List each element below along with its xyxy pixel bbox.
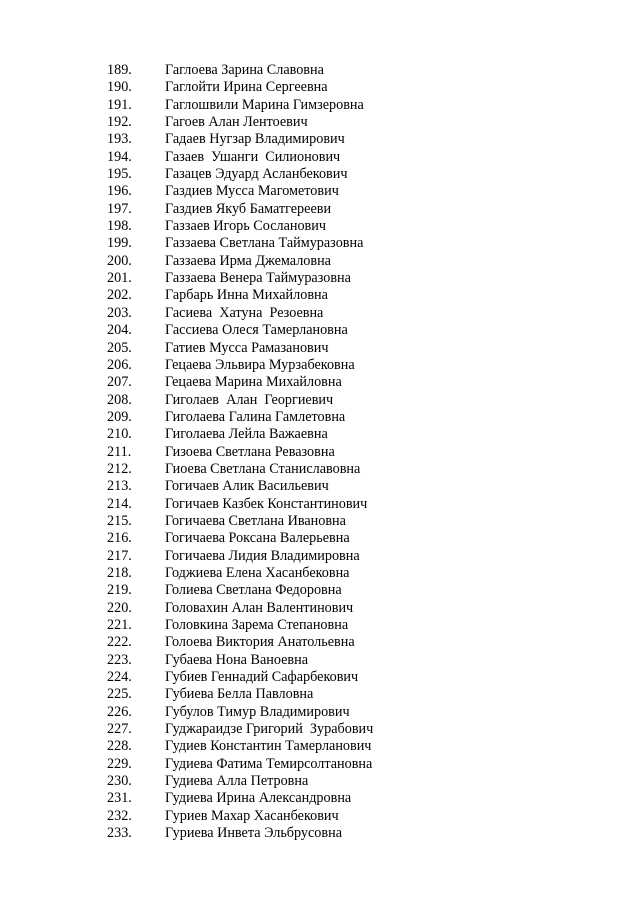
entry-name: Газзаева Венера Таймуразовна (165, 270, 351, 287)
entry-name: Гатиев Мусса Рамазанович (165, 339, 329, 356)
list-item (107, 548, 627, 565)
list-item (107, 409, 627, 426)
entry-number: 202. (107, 287, 132, 304)
entry-name: Гогичаев Алик Васильевич (165, 478, 329, 495)
entry-number: 211. (107, 443, 132, 460)
list-item (107, 218, 627, 235)
entry-number: 204. (107, 322, 132, 339)
list-item (107, 686, 627, 703)
entry-number: 217. (107, 547, 132, 564)
entry-name: Гиоева Светлана Станиславовна (165, 460, 361, 477)
entry-name: Годжиева Елена Хасанбековна (165, 564, 350, 581)
list-item (107, 374, 627, 391)
entry-number: 214. (107, 495, 132, 512)
list-item (107, 478, 627, 495)
entry-number: 189. (107, 62, 132, 78)
entry-name: Гаглойти Ирина Сергеевна (165, 79, 328, 96)
list-item (107, 426, 627, 443)
list-item (107, 392, 627, 409)
list-item (107, 756, 627, 773)
entry-number: 230. (107, 773, 132, 790)
entry-number: 232. (107, 807, 132, 824)
entry-number: 191. (107, 96, 132, 113)
entry-number: 216. (107, 530, 132, 547)
entry-name: Гецаева Марина Михайловна (165, 374, 342, 391)
entry-number: 233. (107, 825, 132, 842)
entry-name: Головкина Зарема Степановна (165, 617, 349, 633)
entry-number: 229. (107, 755, 132, 772)
entry-number: 210. (107, 426, 132, 443)
entry-name: Газзаева Светлана Таймуразовна (165, 235, 364, 252)
entry-name: Гиголаева Галина Гамлетовна (165, 408, 346, 425)
list-item (107, 62, 627, 79)
entry-number: 220. (107, 599, 132, 616)
entry-name: Гиголаева Лейла Важаевна (165, 426, 328, 443)
entry-name: Голиева Светлана Федоровна (165, 582, 342, 599)
entry-number: 199. (107, 235, 132, 252)
list-item (107, 131, 627, 148)
entry-name: Газдиев Якуб Баматгерееви (165, 200, 332, 217)
list-item (107, 114, 627, 131)
list-item (107, 565, 627, 582)
entry-name: Гецаева Эльвира Мурзабековна (165, 356, 355, 373)
entry-name: Гуджараидзе Григорий Зурабович (165, 721, 374, 738)
entry-number: 219. (107, 582, 132, 599)
entry-name: Гудиева Ирина Александровна (165, 790, 352, 807)
list-item (107, 513, 627, 530)
entry-number: 195. (107, 166, 132, 183)
list-item (107, 357, 627, 374)
entry-name: Губулов Тимур Владимирович (165, 703, 350, 720)
entry-name: Губаева Нона Ваноевна (165, 651, 309, 668)
entry-number: 215. (107, 512, 132, 529)
entry-number: 200. (107, 252, 132, 269)
entry-name: Гассиева Олеся Тамерлановна (165, 322, 348, 339)
entry-name: Газаев Ушанги Силионович (165, 148, 341, 165)
entry-number: 192. (107, 114, 132, 131)
entry-number: 198. (107, 218, 132, 235)
list-item (107, 79, 627, 96)
entry-name: Газзаева Ирма Джемаловна (165, 252, 331, 269)
entry-name: Губиев Геннадий Сафарбекович (165, 669, 359, 686)
list-item (107, 253, 627, 270)
entry-name: Голоева Виктория Анатольевна (165, 634, 355, 651)
entry-name: Головахин Алан Валентинович (165, 599, 354, 616)
entry-number: 212. (107, 460, 132, 477)
entry-name: Гаглошвили Марина Гимзеровна (165, 96, 364, 113)
entry-name: Гаглоева Зарина Славовна (165, 62, 324, 78)
entry-name: Газзаев Игорь Сосланович (165, 218, 326, 235)
list-item (107, 201, 627, 218)
entry-name: Гагоев Алан Лентоевич (165, 114, 308, 131)
entry-name: Гогичаева Роксана Валерьевна (165, 530, 350, 547)
entry-name: Гиголаев Алан Георгиевич (165, 391, 334, 408)
list-item (107, 461, 627, 478)
entry-number: 224. (107, 669, 132, 686)
list-item (107, 149, 627, 166)
entry-number: 228. (107, 738, 132, 755)
list-item (107, 530, 627, 547)
entry-name: Гудиева Фатима Темирсолтановна (165, 755, 373, 772)
entry-number: 206. (107, 356, 132, 373)
entry-name: Губиева Белла Павловна (165, 686, 314, 703)
list-item (107, 669, 627, 686)
entry-name: Гадаев Нугзар Владимирович (165, 131, 345, 148)
list-item (107, 773, 627, 790)
entry-number: 197. (107, 200, 132, 217)
list-item (107, 166, 627, 183)
entry-number: 213. (107, 478, 132, 495)
entry-number: 190. (107, 79, 132, 96)
entry-name: Гогичаева Светлана Ивановна (165, 512, 346, 529)
list-item (107, 582, 627, 599)
name-list (107, 62, 627, 842)
entry-number: 201. (107, 270, 132, 287)
list-item (107, 235, 627, 252)
entry-number: 205. (107, 339, 132, 356)
entry-number: 225. (107, 686, 132, 703)
entry-name: Гогичаев Казбек Константинович (165, 495, 368, 512)
entry-number: 221. (107, 617, 132, 633)
list-item (107, 790, 627, 807)
entry-number: 208. (107, 391, 132, 408)
entry-number: 209. (107, 408, 132, 425)
list-item (107, 704, 627, 721)
list-item (107, 340, 627, 357)
entry-number: 196. (107, 183, 132, 200)
list-item (107, 322, 627, 339)
list-item (107, 496, 627, 513)
list-item (107, 738, 627, 755)
entry-number: 218. (107, 564, 132, 581)
list-item (107, 444, 627, 461)
entry-number: 194. (107, 148, 132, 165)
entry-number: 226. (107, 703, 132, 720)
list-item (107, 808, 627, 825)
list-item (107, 634, 627, 651)
list-item (107, 600, 627, 617)
entry-name: Газацев Эдуард Асланбекович (165, 166, 348, 183)
entry-number: 193. (107, 131, 132, 148)
entry-name: Гуриев Махар Хасанбекович (165, 807, 339, 824)
entry-name: Гогичаева Лидия Владимировна (165, 547, 360, 564)
entry-name: Гарбарь Инна Михайловна (165, 287, 328, 304)
entry-number: 222. (107, 634, 132, 651)
entry-name: Гасиева Хатуна Резоевна (165, 304, 324, 321)
entry-number: 223. (107, 651, 132, 668)
list-item (107, 97, 627, 114)
entry-number: 231. (107, 790, 132, 807)
entry-name: Газдиев Мусса Магометович (165, 183, 339, 200)
entry-number: 227. (107, 721, 132, 738)
list-item (107, 652, 627, 669)
list-item (107, 825, 627, 842)
list-item (107, 183, 627, 200)
list-item (107, 305, 627, 322)
entry-number: 203. (107, 304, 132, 321)
list-item (107, 287, 627, 304)
entry-name: Гудиев Константин Тамерланович (165, 738, 372, 755)
entry-number: 207. (107, 374, 132, 391)
list-item (107, 270, 627, 287)
list-item (107, 721, 627, 738)
entry-name: Гизоева Светлана Ревазовна (165, 443, 335, 460)
entry-name: Гудиева Алла Петровна (165, 773, 309, 790)
list-item (107, 617, 627, 634)
entry-name: Гуриева Инвета Эльбрусовна (165, 825, 342, 842)
